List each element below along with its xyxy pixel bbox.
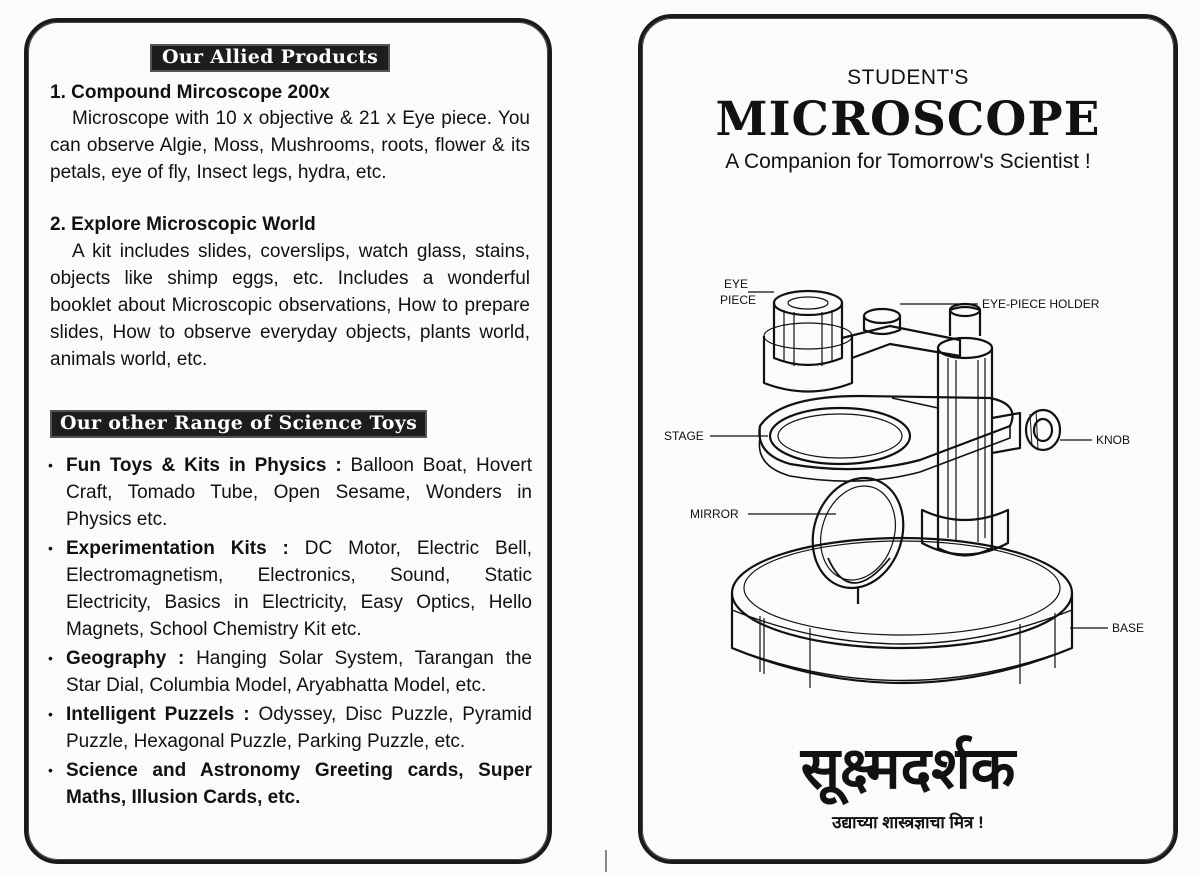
bullet-icon: • [48, 762, 53, 778]
companion-tagline: A Companion for Tomorrow's Scientist ! [725, 150, 1091, 173]
product-description-compound-microscope: Microscope with 10 x objective & 21 x Eye piece. You can observe Algie, Moss, Mushrooms, roots, flower & its petals, eye of fly, Insect legs, hydra, etc. [50, 108, 530, 183]
marathi-tagline: उद्याच्या शास्त्रज्ञाचा मित्र ! [832, 813, 984, 832]
product-heading-explore-microscopic-world: 2. Explore Microscopic World [50, 214, 316, 235]
callout-stage: STAGE [664, 429, 704, 443]
callout-eye-piece-line2: PIECE [720, 293, 757, 307]
toy-item-physics [48, 452, 532, 533]
students-label: STUDENT'S [847, 66, 969, 89]
mirror-illustration [799, 466, 917, 604]
callout-knob: KNOB [1096, 433, 1131, 447]
callout-eye-piece-line1: EYE [724, 277, 749, 291]
pillar-illustration [922, 304, 1008, 556]
allied-products-panel [24, 18, 552, 864]
toy-body: Hanging Solar System, Tarangan the Star Dial, Columbia Model, Aryabhatta Model, etc. [66, 648, 532, 696]
toy-body: Super Maths, Illusion Cards, etc. [66, 760, 533, 808]
bullet-icon: • [48, 540, 53, 556]
callout-base: BASE [1112, 621, 1145, 635]
toy-body: Balloon Boat, Hovert Craft, Tomado Tube, Open Sesame, Wonders in Physics etc. [66, 455, 532, 530]
knob-illustration [992, 410, 1060, 453]
toy-title: Science and Astronomy Greeting cards, [66, 760, 464, 781]
fold-mark [605, 850, 607, 872]
toy-item-geography [48, 645, 532, 699]
stage-illustration [759, 396, 1012, 481]
toy-title: Intelligent Puzzels : [66, 704, 250, 725]
toy-item-greeting-cards [48, 757, 532, 811]
bullet-icon: • [48, 650, 53, 666]
product-description-explore-microscopic-world: A kit includes slides, coverslips, watch glass, stains, objects like shimp eggs, etc. Includes a wonderful booklet about Microscopic observations, How to prepare slides, How to observe everyday objects, plants world, animals world, etc. [50, 241, 530, 370]
product-heading-compound-microscope: 1. Compound Mircoscope 200x [50, 82, 330, 103]
bullet-icon: • [48, 706, 53, 722]
toy-body: DC Motor, Electric Bell, Electromagnetism, Electronics, Sound, Static Electricity, Basics in Electricity, Easy Optics, Hello Magnets, School Chemistry Kit etc. [66, 538, 532, 640]
allied-products-banner: Our Allied Products [150, 44, 390, 72]
callout-mirror: MIRROR [690, 507, 739, 521]
science-toys-list [48, 452, 532, 813]
base-illustration [732, 538, 1072, 688]
science-toys-banner: Our other Range of Science Toys [50, 410, 427, 438]
microscope-cover-panel [638, 14, 1178, 864]
toy-item-experimentation [48, 535, 532, 643]
toy-title: Experimentation Kits : [66, 538, 289, 559]
microscope-title: MICROSCOPE [715, 92, 1101, 147]
toy-body: Odyssey, Disc Puzzle, Pyramid Puzzle, Hexagonal Puzzle, Parking Puzzle, etc. [66, 704, 532, 752]
callout-eye-piece-holder: EYE-PIECE HOLDER [982, 297, 1100, 311]
toy-title: Fun Toys & Kits in Physics : [66, 455, 342, 476]
bullet-icon: • [48, 457, 53, 473]
marathi-title: सूक्ष्मदर्शक [800, 736, 1016, 801]
toy-title: Geography : [66, 648, 185, 669]
eyepiece-illustration [764, 291, 960, 392]
toy-item-puzzles [48, 701, 532, 755]
microscope-diagram [660, 248, 1160, 718]
